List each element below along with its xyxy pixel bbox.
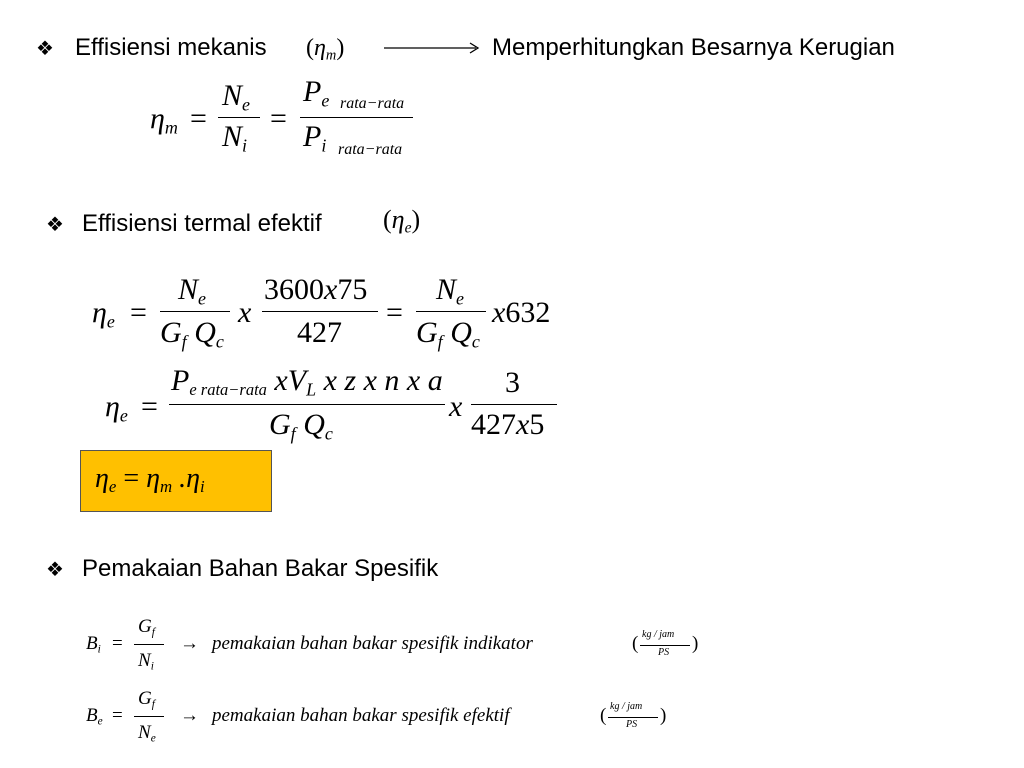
heading-mechanical-efficiency: Effisiensi mekanis	[75, 34, 267, 61]
formula-eta-e-product: $\eta_e = \eta_m$ $.\eta_i$	[95, 463, 205, 497]
highlight-box	[80, 450, 272, 512]
mechanical-note: Memperhitungkan Besarnya Kerugian	[492, 34, 895, 61]
right-arrow-icon	[384, 40, 484, 56]
formula-thermal-efficiency-2: $\eta_e$ = $P_{e rata-rata}$ $xV_L$ x z x n x a $G_f$ $Q_c$ x 3 427x5	[105, 364, 575, 448]
formula-bi: $B_i$ = $G_f$ $N_i$ → pemakaian bahan bakar spesifik indikator ( kg / jam PS )	[86, 616, 699, 673]
formula-mechanical-efficiency: $\eta_m$ = $N_e$ $N_i$ = $P_e$ rata−rata $P_i$ rata−rata	[150, 80, 430, 170]
bullet-icon: ❖	[46, 557, 64, 581]
heading-thermal-efficiency: Effisiensi termal efektif	[82, 210, 322, 237]
right-arrow-icon: →	[180, 705, 199, 726]
right-arrow-icon: →	[180, 633, 199, 654]
bullet-icon: ❖	[46, 212, 64, 236]
formula-be: $B_e$ = $G_f$ $N_e$ → pemakaian bahan bakar spesifik efektif ( kg / jam PS )	[86, 688, 667, 745]
symbol-eta-m: $(\eta_m)$	[306, 35, 345, 64]
bullet-icon: ❖	[36, 36, 54, 60]
formula-thermal-efficiency-1: $\eta_e$ = $N_e$ $G_f$ $Q_c$ x 3600x75 427 = $N_e$ $G_f$ $Q_c$ x632	[92, 273, 551, 352]
heading-specific-fuel-consumption: Pemakaian Bahan Bakar Spesifik	[82, 555, 439, 582]
symbol-eta-e: $(\eta_e)$	[383, 205, 421, 237]
